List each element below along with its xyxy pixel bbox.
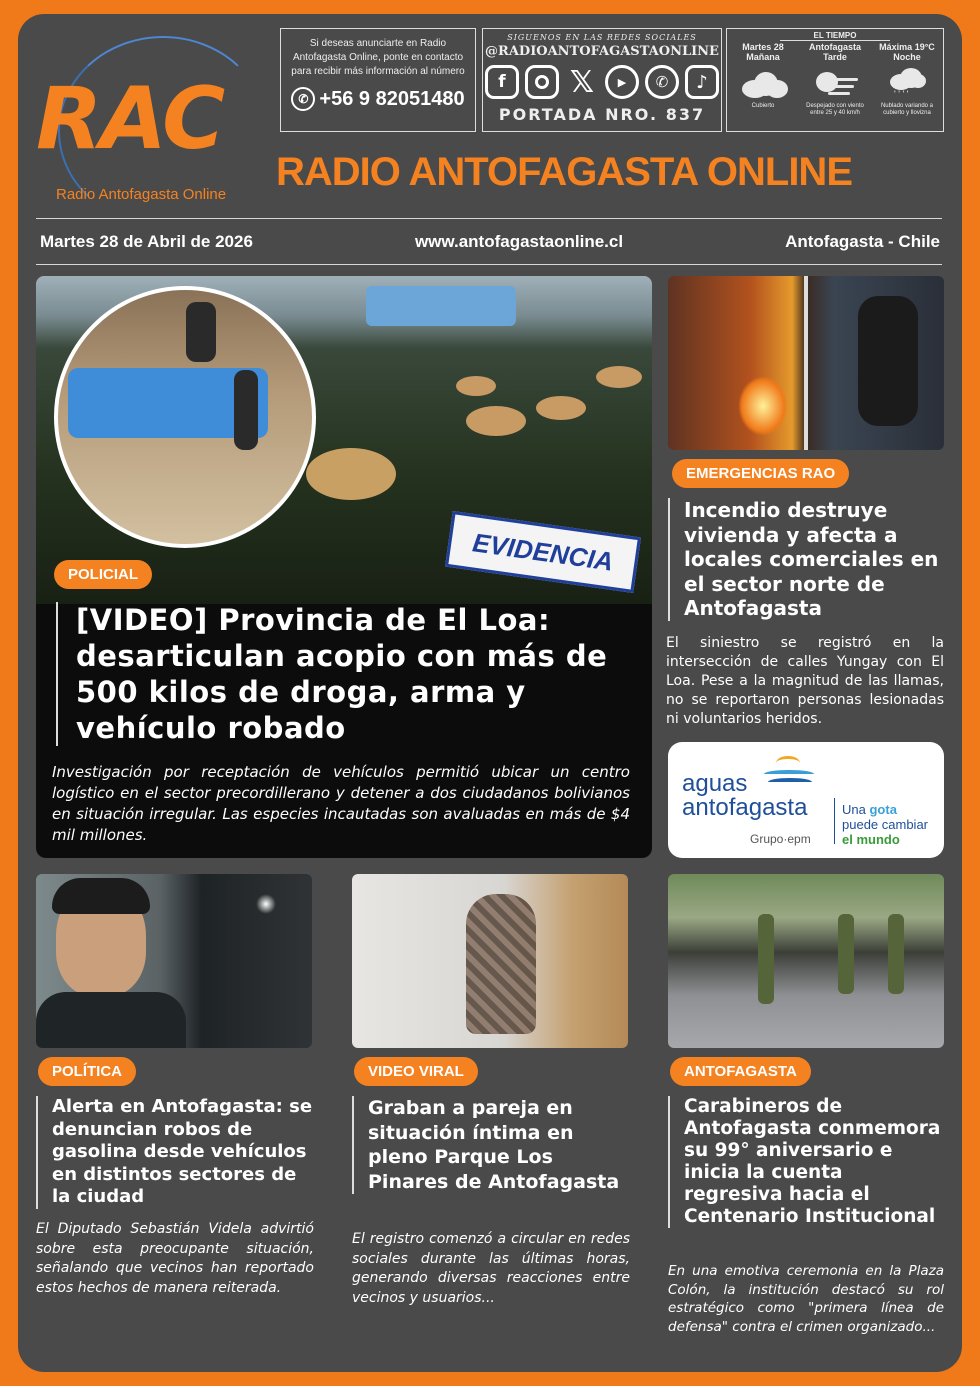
divider — [36, 218, 942, 219]
category-tag[interactable]: ANTOFAGASTA — [670, 1057, 811, 1086]
newspaper-page — [18, 14, 962, 1372]
evidence-sign-text: EVIDENCIA — [470, 526, 616, 577]
weather-head: Máxima 19°C Noche — [879, 42, 935, 62]
category-tag[interactable]: POLÍTICA — [38, 1057, 136, 1086]
portada-number: PORTADA NRO. 837 — [498, 105, 706, 124]
website-link[interactable]: www.antofagastaonline.cl — [414, 232, 624, 251]
divider — [36, 264, 942, 265]
slogan-part: Una — [842, 802, 866, 817]
tiktok-icon[interactable]: ♪ — [685, 65, 719, 99]
category-tag[interactable]: EMERGENCIAS RAO — [672, 459, 849, 488]
advertise-phone[interactable] — [287, 87, 469, 111]
facebook-icon[interactable]: f — [485, 65, 519, 99]
advertise-text: Si deseas anunciarte en Radio Antofagasta Online, ponte en contacto para recibir más información al número — [291, 38, 465, 77]
weather-title: EL TIEMPO — [780, 31, 890, 41]
side-headline[interactable]: Incendio destruye vivienda y afecta a locales comerciales en el sector norte de Antofagasta — [668, 498, 944, 621]
social-box — [482, 28, 722, 132]
phone-number: +56 9 82051480 — [319, 88, 465, 110]
main-story-image[interactable] — [36, 276, 652, 606]
main-headline[interactable]: [VIDEO] Provincia de El Loa: desarticulan acopio con más de 500 kilos de droga, arma y vehículo robado — [56, 602, 646, 746]
location: Antofagasta - Chile — [785, 232, 940, 251]
weather-box — [726, 28, 944, 132]
social-icons — [483, 65, 721, 99]
weather-note: Cubierto — [751, 103, 775, 109]
whatsapp-icon[interactable]: ✆ — [645, 65, 679, 99]
evidence-sign — [445, 511, 641, 593]
story-summary: En una emotiva ceremonia en la Plaza Colón, la institución destacó su rol estratégico como "primera línea de defensa" contra el crimen organizado... — [668, 1263, 944, 1335]
category-tag[interactable]: VIDEO VIRAL — [354, 1057, 478, 1086]
category-tag[interactable]: POLICIAL — [54, 560, 152, 589]
story-headline[interactable]: Alerta en Antofagasta: se denuncian robos de gasolina desde vehículos en distintos sectores de la ciudad — [36, 1096, 316, 1209]
weather-morning — [728, 42, 798, 117]
story-image-carabineros[interactable] — [668, 874, 944, 1048]
aguas-brand-line2: antofagasta — [682, 794, 808, 821]
whatsapp-icon: ✆ — [291, 87, 315, 111]
story-headline[interactable]: Carabineros de Antofagasta conmemora su 99° aniversario e inicia la cuenta regresiva hacia el Centenario Institucional — [668, 1096, 944, 1228]
instagram-icon[interactable] — [525, 65, 559, 99]
x-icon[interactable]: 𝕏 — [569, 64, 595, 100]
logo: RAC — [36, 69, 224, 169]
slogan-part: el mundo — [842, 832, 900, 847]
aguas-slogan — [842, 802, 928, 847]
social-handle[interactable]: @RADIOANTOFAGASTAONLINE — [485, 44, 719, 59]
weather-head: Martes 28 Mañana — [742, 42, 784, 62]
masthead-title: RADIO ANTOFAGASTA ONLINE — [276, 150, 852, 194]
date: Martes 28 de Abril de 2026 — [40, 232, 253, 251]
story-image-politica[interactable] — [36, 874, 312, 1048]
aguas-divider — [834, 798, 835, 844]
advertise-box — [280, 28, 476, 132]
logo-subtitle: Radio Antofagasta Online — [56, 186, 227, 203]
aguas-brand-line1: aguas — [682, 770, 748, 797]
weather-head: Antofagasta Tarde — [808, 42, 861, 62]
dateline — [40, 232, 940, 252]
aguas-brand — [682, 772, 807, 820]
story-summary: El registro comenzó a circular en redes sociales durante las últimas horas, generando diversas reacciones entre vecinos y usuarios... — [352, 1231, 630, 1306]
weather-note: Nublado variando a cubierto y llovizna — [880, 103, 934, 116]
wind-icon — [810, 68, 860, 100]
story-image-viral[interactable] — [352, 874, 628, 1048]
side-story-image[interactable] — [668, 276, 944, 450]
weather-note: Despejado con viento entre 25 y 40 km/h — [806, 103, 864, 116]
story-summary: El Diputado Sebastián Videla advirtió sobre esta preocupante situación, señalando que vecinos han reportado estos hechos de manera reiterada. — [36, 1221, 314, 1296]
inset-photo — [54, 286, 316, 548]
slogan-gota: gota — [869, 802, 897, 817]
drizzle-icon: ' ' ' ' — [882, 68, 932, 100]
aguas-ad[interactable] — [668, 742, 944, 858]
main-summary: Investigación por receptación de vehículos permitió ubicar un centro logístico en el sector precordillerano y detener a dos ciudadanos bolivianos en situación irregular. Las especies incautadas son avaluadas en más de $4 mil millones. — [52, 763, 630, 844]
cloudy-icon — [738, 68, 788, 100]
youtube-icon[interactable]: ▶ — [605, 65, 639, 99]
social-title: SIGUENOS EN LAS REDES SOCIALES — [507, 33, 697, 42]
weather-afternoon — [800, 42, 870, 117]
slogan-part: puede cambiar — [842, 817, 928, 832]
side-summary: El siniestro se registró en la intersección de calles Yungay con El Loa. Pese a la magnitud de las llamas, no se reportaron personas lesionadas ni voluntarios heridos. — [666, 635, 944, 727]
aguas-group: Grupo·epm — [750, 832, 811, 846]
story-headline[interactable]: Graban a pareja en situación íntima en pleno Parque Los Pinares de Antofagasta — [352, 1096, 628, 1194]
weather-night — [872, 42, 942, 117]
